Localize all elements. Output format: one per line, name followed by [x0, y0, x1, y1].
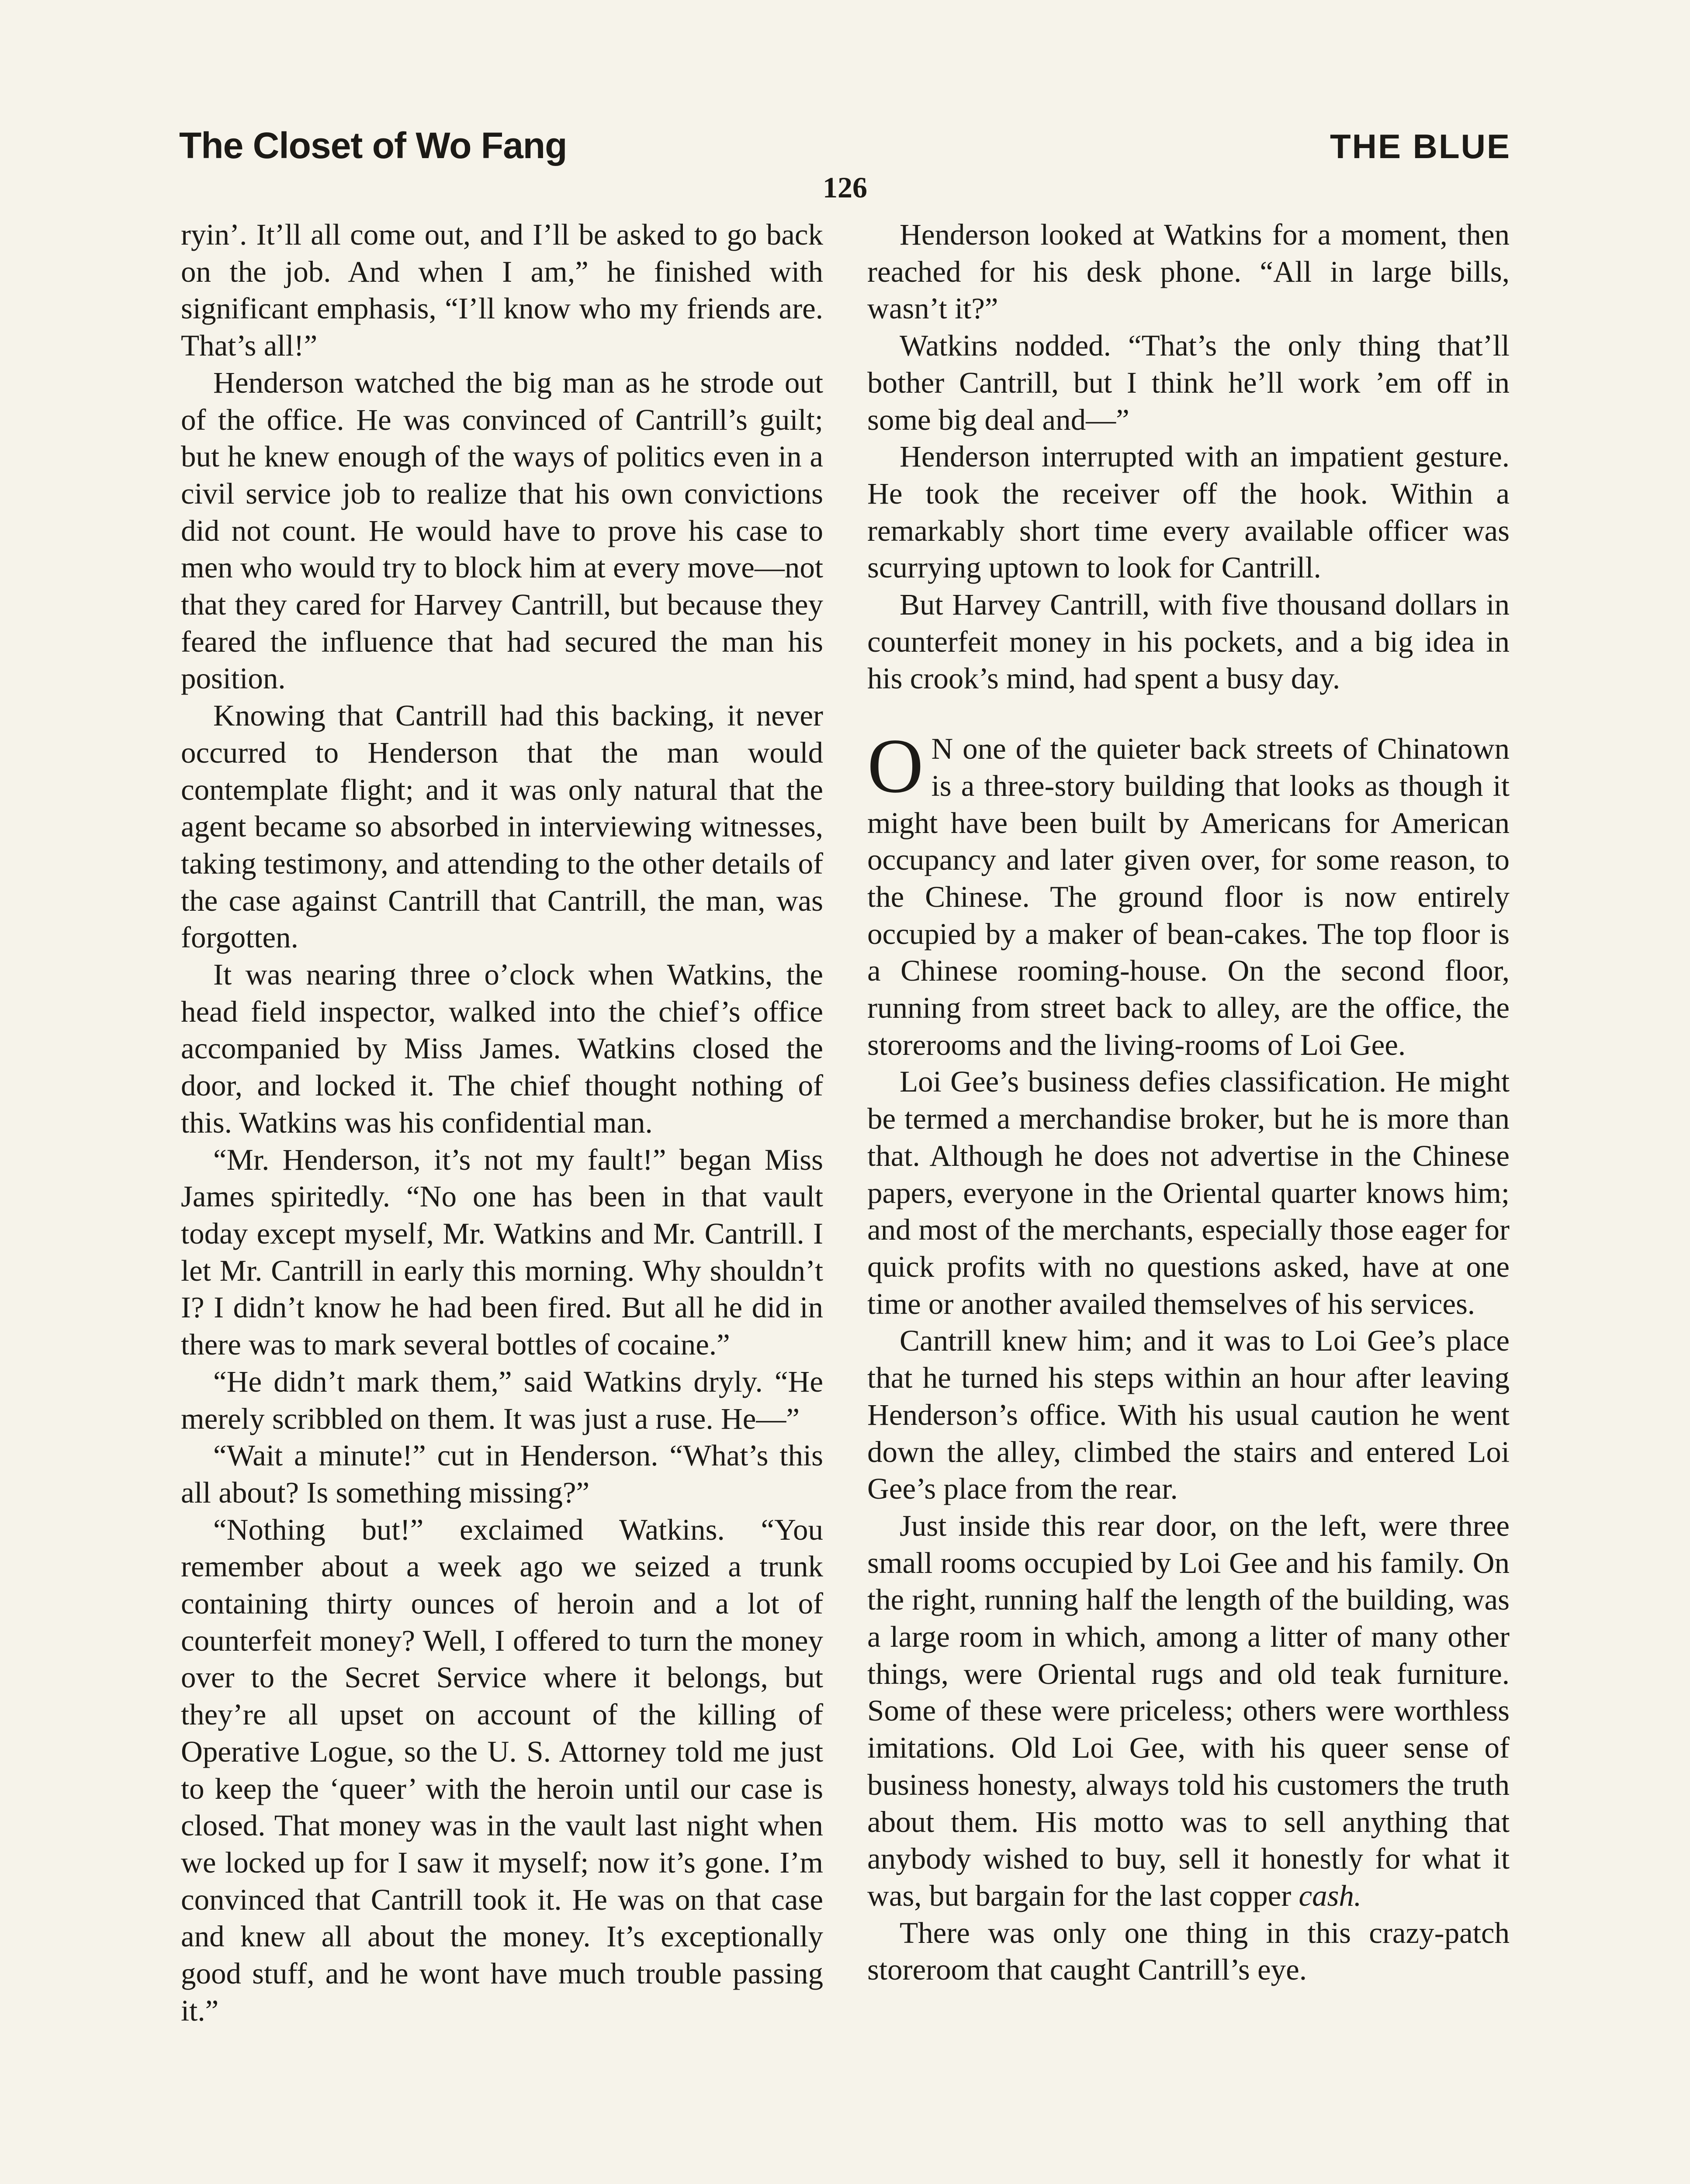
paragraph: There was only one thing in this crazy-patch storeroom that caught Cantrill’s eye. — [867, 1916, 1510, 1987]
paragraph: ryin’. It’ll all come out, and I’ll be asked to go back on the job. And when I am,” he finished with significant emphasis, “I’ll know who my friends are. That’s all!” — [181, 218, 823, 363]
paragraph-text: Just inside this rear door, on the left, were three small rooms occupied by Loi Gee and his family. On the right, running half the length of the building, was a large room in which, among a litter of many other things, were Oriental rugs and old teak furniture. Some of these were priceless; others were worthless imitations. Old Loi Gee, with his queer sense of business honesty, always told his customers the truth about them. His motto was to sell anything that anybody wished to buy, sell it honestly for what it was, but bargain for the last copper — [867, 1509, 1510, 1912]
paragraph — [867, 1507, 1510, 1914]
paragraph: It was nearing three o’clock when Watkins, the head field inspector, walked into the chief’s office accompanied by Miss James. Watkins closed the door, and locked it. The chief thought nothing of this. Watkins was his confidential man. — [181, 958, 823, 1139]
italic-word: cash. — [1299, 1879, 1362, 1912]
paragraph: “Nothing but!” exclaimed Watkins. “You remember about a week ago we seized a trunk containing thirty ounces of heroin and a lot of counterfeit money? Well, I offered to turn the money over to the Secret Service where it belongs, but they’re all upset on account of the killing of Operative Logue, so the U. S. Attorney told me just to keep the ‘queer’ with the heroin until our case is closed. That money was in the vault last night when we locked up for I saw it myself; now it’s gone. I’m convinced that Cantrill took it. He was on that case and knew all about the money. It’s exceptionally good stuff, and he wont have much trouble passing it.” — [181, 1513, 823, 2027]
paragraph: “Mr. Henderson, it’s not my fault!” began Miss James spiritedly. “No one has been in that vault today except myself, Mr. Watkins and Mr. Cantrill. I let Mr. Cantrill in early this morning. Why shouldn’t I? I didn’t know he had been fired. But all he did in there was to mark several bottles of cocaine.” — [181, 1143, 823, 1362]
right-text-column — [867, 216, 1510, 2184]
paragraph: Knowing that Cantrill had this backing, it never occurred to Henderson that the man would contemplate flight; and it was only natural that the agent became so absorbed in interviewing witnesses, taking testimony, and attending to the other details of the case against Cantrill that Cantrill, the man, was forgotten. — [181, 699, 823, 954]
paragraph: Henderson looked at Watkins for a moment, then reached for his desk phone. “All in large bills, wasn’t it?” — [867, 218, 1510, 325]
paragraph: Loi Gee’s business defies classification. He might be termed a merchandise broker, but he is more than that. Although he does not advertise in the Chinese papers, everyone in the Oriental quarter knows him; and most of the merchants, especially those eager for quick profits with no questions asked, have at one time or another availed themselves of his services. — [867, 1065, 1510, 1320]
story-title: The Closet of Wo Fang — [179, 125, 567, 166]
left-text-column — [181, 216, 823, 2184]
section-opening-paragraph — [867, 722, 1510, 1063]
paragraph: “He didn’t mark them,” said Watkins dryly. “He merely scribbled on them. It was just a ruse. He—” — [181, 1365, 823, 1435]
paragraph: But Harvey Cantrill, with five thousand dollars in counterfeit money in his pockets, and a big idea in his crook’s mind, had spent a busy day. — [867, 588, 1510, 695]
paragraph: Watkins nodded. “That’s the only thing that’ll bother Cantrill, but I think he’ll work ’em off in some big deal and—” — [867, 329, 1510, 436]
page-number: 126 — [823, 171, 867, 204]
drop-cap: O — [867, 722, 924, 809]
paragraph: “Wait a minute!” cut in Henderson. “What’s this all about? Is something missing?” — [181, 1439, 823, 1509]
magazine-name: THE BLUE — [1330, 127, 1511, 166]
paragraph: Cantrill knew him; and it was to Loi Gee’s place that he turned his steps within an hour after leaving Henderson’s office. With his usual caution he went down the alley, climbed the stairs and entered Loi Gee’s place from the rear. — [867, 1324, 1510, 1506]
section-opening-text: N one of the quieter back streets of Chinatown is a three-story building that looks as though it might have been built by Americans for American occupancy and later given over, for some reason, to the Chinese. The ground floor is now entirely occupied by a maker of bean-cakes. The top floor is a Chinese rooming-house. On the second floor, running from street back to alley, are the office, the storerooms and the living-rooms of Loi Gee. — [867, 732, 1510, 1061]
paragraph: Henderson interrupted with an impatient gesture. He took the receiver off the hook. Within a remarkably short time every available officer was scurrying uptown to look for Cantrill. — [867, 440, 1510, 584]
paragraph: Henderson watched the big man as he strode out of the office. He was convinced of Cantrill’s guilt; but he knew enough of the ways of politics even in a civil service job to realize that his own convictions did not count. He would have to prove his case to men who would try to block him at every move—not that they cared for Harvey Cantrill, but because they feared the influence that had secured the man his position. — [181, 366, 823, 695]
